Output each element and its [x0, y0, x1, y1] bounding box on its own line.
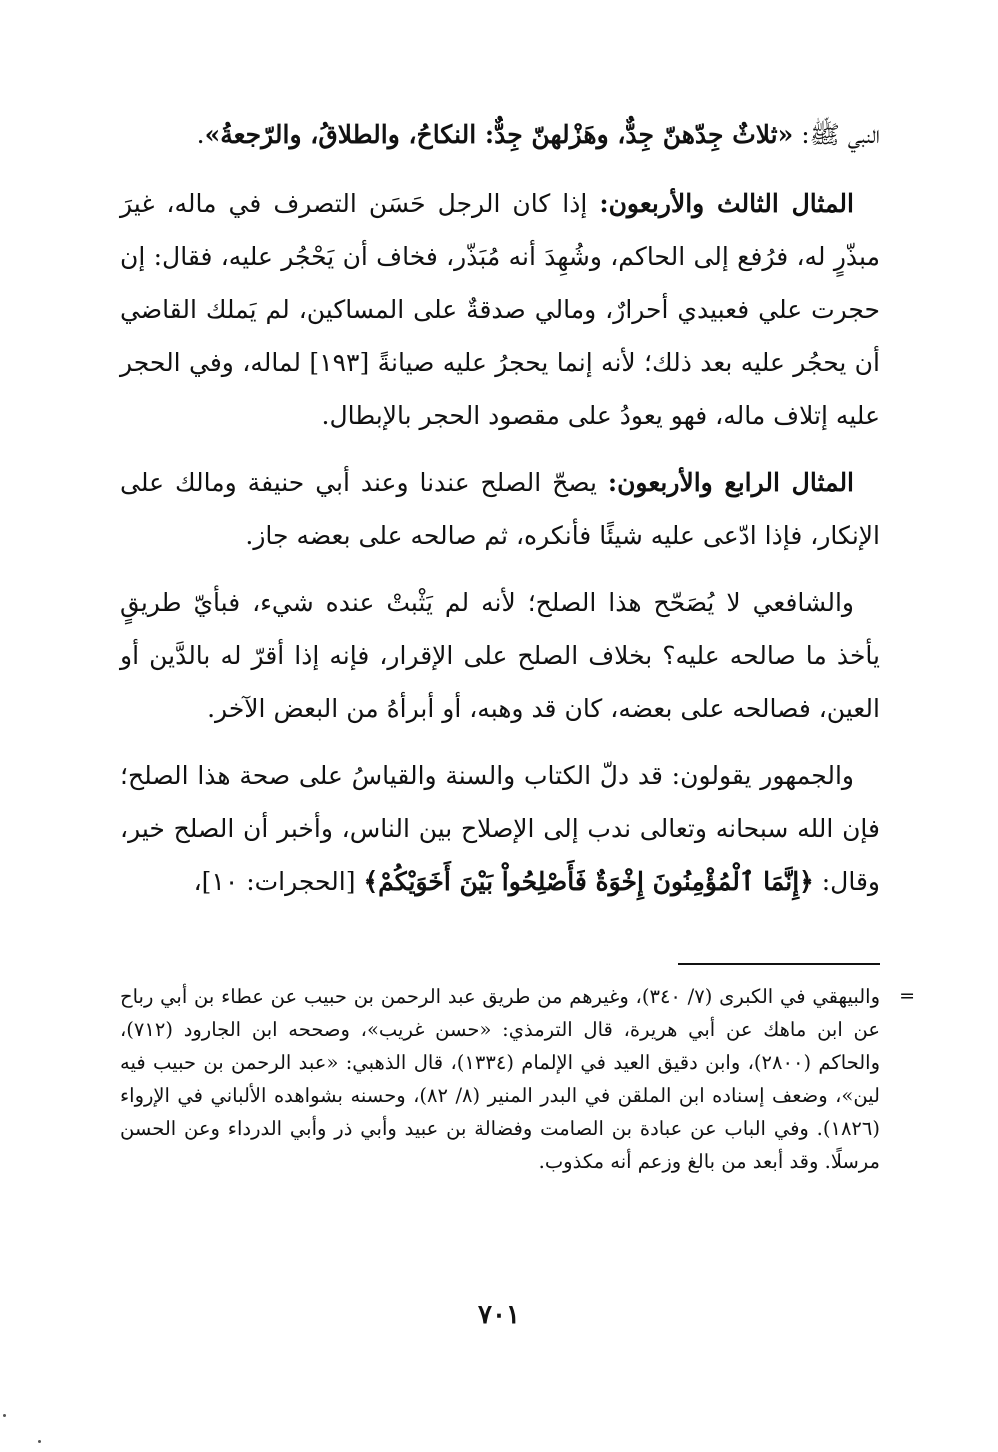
paragraph-text: والشافعي لا يُصَحّح هذا الصلح؛ لأنه لم يَثْبتْ عنده شيء، فبأيّ طريقٍ يأخذ ما صالحه عليه؟ بخلاف الصلح على الإقرار، فإنه إذا أقرّ له بالدَّين أو العين، فصالحه على بعضه، كان قد وهبه، أو أبرأهُ من البعض الآخر. — [120, 588, 880, 723]
scan-speck — [3, 1414, 6, 1417]
quran-quote: ﴿إِنَّمَا ٱلْمُؤْمِنُونَ إِخْوَةٌ فَأَصْلِحُواْ بَيْنَ أَخَوَيْكُمْ﴾ — [363, 867, 814, 896]
footnote-continuation-mark: = — [899, 985, 915, 1007]
scan-speck — [38, 1440, 41, 1443]
paragraph-text: إذا كان الرجل حَسَن التصرف في ماله، غيرَ مبذّرٍ له، فرُفع إلى الحاكم، وشُهِدَ أنه مُبَذّر، فخاف أن يَحْجُر عليه، فقال: إن حجرت علي فعبيدي أحرارٌ، ومالي صدقةٌ على المساكين، لم يَملك القاضي أن يحجُر عليه بعد ذلك؛ لأنه إنما يحجرُ عليه صيانةً [١٩٣] لماله، وفي الحجر عليه إتلاف ماله، فهو يعودُ على مقصود الحجر بالإبطال. — [120, 189, 880, 430]
paragraph-text-end: . — [196, 120, 205, 149]
page-number: ٧٠١ — [478, 1300, 520, 1330]
footnote — [120, 980, 915, 1178]
paragraph-shafii — [120, 576, 880, 735]
paragraph-text: النبي ﷺ: — [793, 120, 880, 149]
hadith-quote: «ثلاثٌ جِدّهنّ جِدٌّ، وهَزْلهنّ جِدٌّ: النكاحُ، والطلاقُ، والرّجعةُ» — [204, 120, 794, 149]
footnote-divider — [678, 963, 880, 965]
paragraph-example-43 — [120, 177, 880, 442]
paragraph-jumhur — [120, 749, 880, 908]
quran-reference: [الحجرات: ١٠]، — [193, 867, 364, 896]
paragraph-hadith — [120, 108, 880, 161]
example-heading: المثال الرابع والأربعون: — [607, 468, 855, 497]
paragraph-text: والجمهور يقولون: قد دلّ الكتاب والسنة والقياسُ على صحة هذا الصلح؛ فإن الله سبحانه وتعالى ندب إلى الإصلاح بين الناس، وأخبر أن الصلح خير، وقال: — [120, 761, 880, 896]
main-text — [120, 108, 880, 922]
paragraph-example-44 — [120, 456, 880, 562]
footnote-text: والبيهقي في الكبرى (٧/ ٣٤٠)، وغيرهم من طريق عبد الرحمن بن حبيب عن عطاء بن أبي رباح عن ابن ماهك عن أبي هريرة، قال الترمذي: «حسن غريب»، وصححه ابن الجارود (٧١٢)، والحاكم (٢٨٠٠)، وابن دقيق العيد في الإلمام (١٣٣٤)، قال الذهبي: «عبد الرحمن بن حبيب فيه لين»، وضعف إسناده ابن الملقن في البدر المنير (٨/ ٨٢)، وحسنه بشواهده الألباني في الإرواء (١٨٢٦). وفي الباب عن عبادة بن الصامت وفضالة بن عبيد وأبي ذر وأبي الدرداء وعن الحسن مرسلًا. وقد أبعد من بالغ وزعم أنه مكذوب. — [120, 985, 880, 1173]
paragraph-text: يصحّ الصلح عندنا وعند أبي حنيفة ومالك على الإنكار، فإذا ادّعى عليه شيئًا فأنكره، ثم صالحه على بعضه جاز. — [120, 468, 880, 550]
example-heading: المثال الثالث والأربعون: — [599, 189, 854, 218]
